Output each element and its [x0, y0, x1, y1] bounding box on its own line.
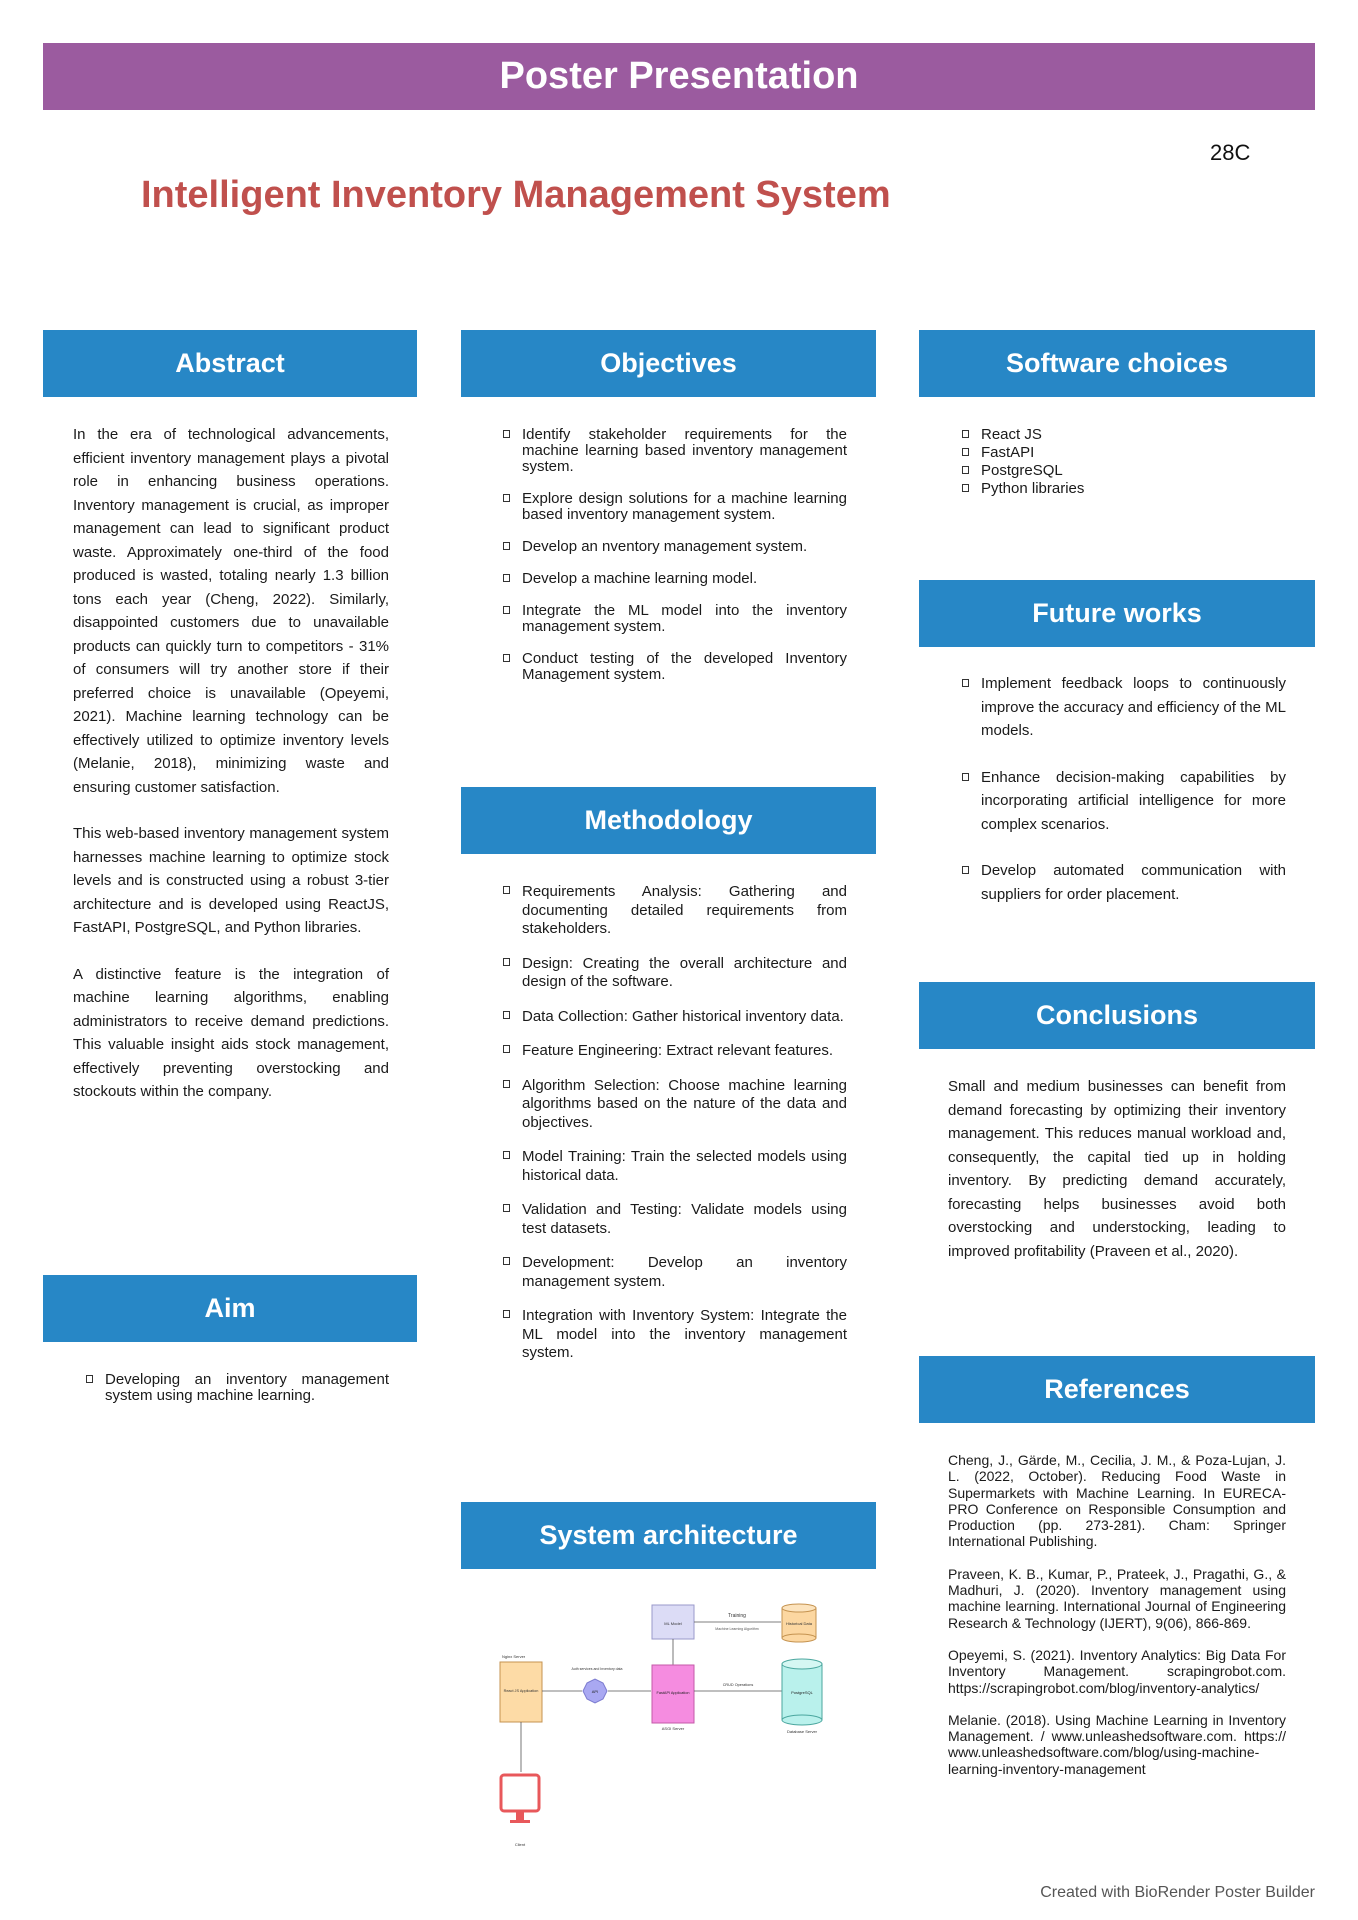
references-list: [948, 1452, 1286, 1793]
bullet-box-icon: [503, 1045, 510, 1053]
bullet-box-icon: [503, 542, 510, 550]
system-architecture-heading: System architecture: [461, 1502, 876, 1569]
bullet-box-icon: [503, 1151, 510, 1159]
list-item: Explore design solutions for a machine learning based inventory management system.: [503, 491, 847, 523]
references-heading: References: [919, 1356, 1315, 1423]
asgi-server-label: ASGI Server: [661, 1726, 685, 1731]
training-label: Training: [728, 1613, 746, 1619]
postgresql-label: PostgreSQL: [791, 1690, 813, 1695]
list-item: Implement feedback loops to continuously improve the accuracy and efficiency of the ML models.: [962, 672, 1286, 743]
bullet-box-icon: [503, 430, 510, 438]
methodology-list: [503, 883, 847, 1379]
client-monitor-icon: [501, 1775, 539, 1823]
list-item: Validation and Testing: Validate models using test datasets.: [503, 1201, 847, 1238]
bullet-box-icon: [503, 606, 510, 614]
list-item: Enhance decision-making capabilities by incorporating artificial intelligence for more complex scenarios.: [962, 766, 1286, 837]
reference-item: Praveen, K. B., Kumar, P., Prateek, J., Pragathi, G., & Madhuri, J. (2020). Inventory management using machine learning. International Journal of Engineering Research & Technology (IJERT), 9(06), 866-869.: [948, 1565, 1286, 1631]
list-item: Development: Develop an inventory management system.: [503, 1254, 847, 1291]
list-item: Develop a machine learning model.: [503, 571, 847, 587]
software-choices-heading: Software choices: [919, 330, 1315, 397]
bullet-box-icon: [962, 430, 969, 438]
list-item: Conduct testing of the developed Inventory Management system.: [503, 651, 847, 683]
list-item: Identify stakeholder requirements for the machine learning based inventory management system.: [503, 427, 847, 475]
bullet-box-icon: [503, 1257, 510, 1265]
conclusions-heading: Conclusions: [919, 982, 1315, 1049]
fastapi-app-label: FastAPI Application: [656, 1691, 690, 1695]
future-works-list: [962, 672, 1286, 929]
react-app-label: React JS Application: [503, 1689, 539, 1693]
bullet-box-icon: [962, 448, 969, 456]
bullet-box-icon: [962, 466, 969, 474]
ml-model-label: ML Model: [664, 1621, 682, 1626]
poster-title: Intelligent Inventory Management System: [141, 174, 891, 216]
abstract-paragraph: A distinctive feature is the integration of machine learning algorithms, enabling administrators to receive demand predictions. This valuable insight aids stock management, effectively preventing overstocking and stockouts within the company.: [73, 965, 389, 1100]
bullet-box-icon: [503, 1011, 510, 1019]
list-item: FastAPI: [962, 445, 1282, 461]
poster-code: 28C: [1210, 140, 1251, 165]
footer-credit: Created with BioRender Poster Builder: [1040, 1884, 1315, 1901]
list-item: Feature Engineering: Extract relevant features.: [503, 1042, 847, 1061]
reference-item: Melanie. (2018). Using Machine Learning in Inventory Management. / www.unleashedsoftware.com. https:// www.unleashedsoftware.com/blog/using-machine-learning-inventory-management: [948, 1711, 1286, 1777]
abstract-text: [73, 423, 389, 1127]
list-item: Develop automated communication with suppliers for order placement.: [962, 859, 1286, 906]
api-label: API: [591, 1689, 599, 1694]
bullet-box-icon: [86, 1375, 93, 1383]
bullet-box-icon: [503, 958, 510, 966]
bullet-box-icon: [962, 484, 969, 492]
bullet-box-icon: [503, 1080, 510, 1088]
abstract-paragraph: In the era of technological advancements, efficient inventory management plays a pivotal role in enhancing business operations. Inventory management is crucial, as improper management can lead to significant product waste. Approximately one-third of the food produced is wasted, totaling nearly 1.3 billion tons each year (Cheng, 2022). Similarly, disappointed customers due to unavailable products can quickly turn to competitors - 31% of consumers will try another store if their preferred choice is unavailable (Opeyemi, 2021). Machine learning technology can be effectively utilized to optimize inventory levels (Melanie, 2018), minimizing waste and ensuring customer satisfaction.: [73, 426, 389, 796]
historical-data-label: Historical Data: [785, 1621, 813, 1626]
bullet-box-icon: [503, 574, 510, 582]
objectives-list: [503, 427, 847, 699]
list-item: Requirements Analysis: Gathering and documenting detailed requirements from stakeholders.: [503, 883, 847, 939]
bullet-box-icon: [962, 679, 969, 687]
objectives-heading: Objectives: [461, 330, 876, 397]
bullet-box-icon: [503, 654, 510, 662]
software-list: [962, 427, 1282, 499]
bullet-box-icon: [503, 1204, 510, 1212]
abstract-paragraph: This web-based inventory management system harnesses machine learning to optimize stock levels and is constructed using a robust 3-tier architecture and is developed using ReactJS, FastAPI, PostgreSQL, and Python libraries.: [73, 825, 389, 936]
architecture-diagram: [492, 1600, 840, 1850]
conclusions-text: Small and medium businesses can benefit from demand forecasting by optimizing their inventory management. This reduces manual workload and, consequently, the capital tied up in holding inventory. By predicting demand accurately, forecasting helps businesses avoid both overstocking and understocking, leading to improved profitability (Praveen et al., 2020).: [948, 1078, 1286, 1260]
reference-item: Cheng, J., Gärde, M., Cecilia, J. M., & Poza-Lujan, J. L. (2022, October). Reducing Food Waste in Supermarkets with Machine Learning. In EURECA-PRO Conference on Responsible Consumption and Production (pp. 273-281). Cham: Springer International Publishing.: [948, 1452, 1286, 1550]
bullet-box-icon: [503, 494, 510, 502]
list-item: Integration with Inventory System: Integrate the ML model into the inventory management system.: [503, 1307, 847, 1363]
database-server-label: Database Server: [786, 1729, 818, 1734]
aim-heading: Aim: [43, 1275, 417, 1342]
list-item: Model Training: Train the selected models using historical data.: [503, 1148, 847, 1185]
list-item: Algorithm Selection: Choose machine learning algorithms based on the nature of the data and objectives.: [503, 1077, 847, 1133]
list-item: Design: Creating the overall architecture and design of the software.: [503, 955, 847, 992]
training-sub-label: Machine Learning Algorithm: [715, 1627, 759, 1631]
abstract-heading: Abstract: [43, 330, 417, 397]
list-item: PostgreSQL: [962, 463, 1282, 479]
bullet-box-icon: [962, 866, 969, 874]
list-item: Develop an nventory management system.: [503, 539, 847, 555]
aim-list: [86, 1372, 389, 1420]
methodology-heading: Methodology: [461, 787, 876, 854]
list-item: React JS: [962, 427, 1282, 443]
bullet-box-icon: [503, 886, 510, 894]
crud-label: CRUD Operations: [722, 1683, 754, 1687]
bullet-box-icon: [503, 1310, 510, 1318]
list-item: Integrate the ML model into the inventory management system.: [503, 603, 847, 635]
list-item: Python libraries: [962, 481, 1282, 497]
future-works-heading: Future works: [919, 580, 1315, 647]
reference-item: Opeyemi, S. (2021). Inventory Analytics: Big Data For Inventory Management. scrapingrobot.com. https://scrapingrobot.com/blog/inventory-analytics/: [948, 1646, 1286, 1696]
poster-banner: Poster Presentation: [43, 43, 1315, 110]
api-caption: Auth services and Inventory data: [571, 1667, 623, 1671]
client-label: Client: [514, 1842, 526, 1847]
nginx-server-label: Nginx Server: [502, 1654, 526, 1659]
list-item: Data Collection: Gather historical inventory data.: [503, 1008, 847, 1027]
list-item: Developing an inventory management system using machine learning.: [86, 1372, 389, 1404]
bullet-box-icon: [962, 773, 969, 781]
